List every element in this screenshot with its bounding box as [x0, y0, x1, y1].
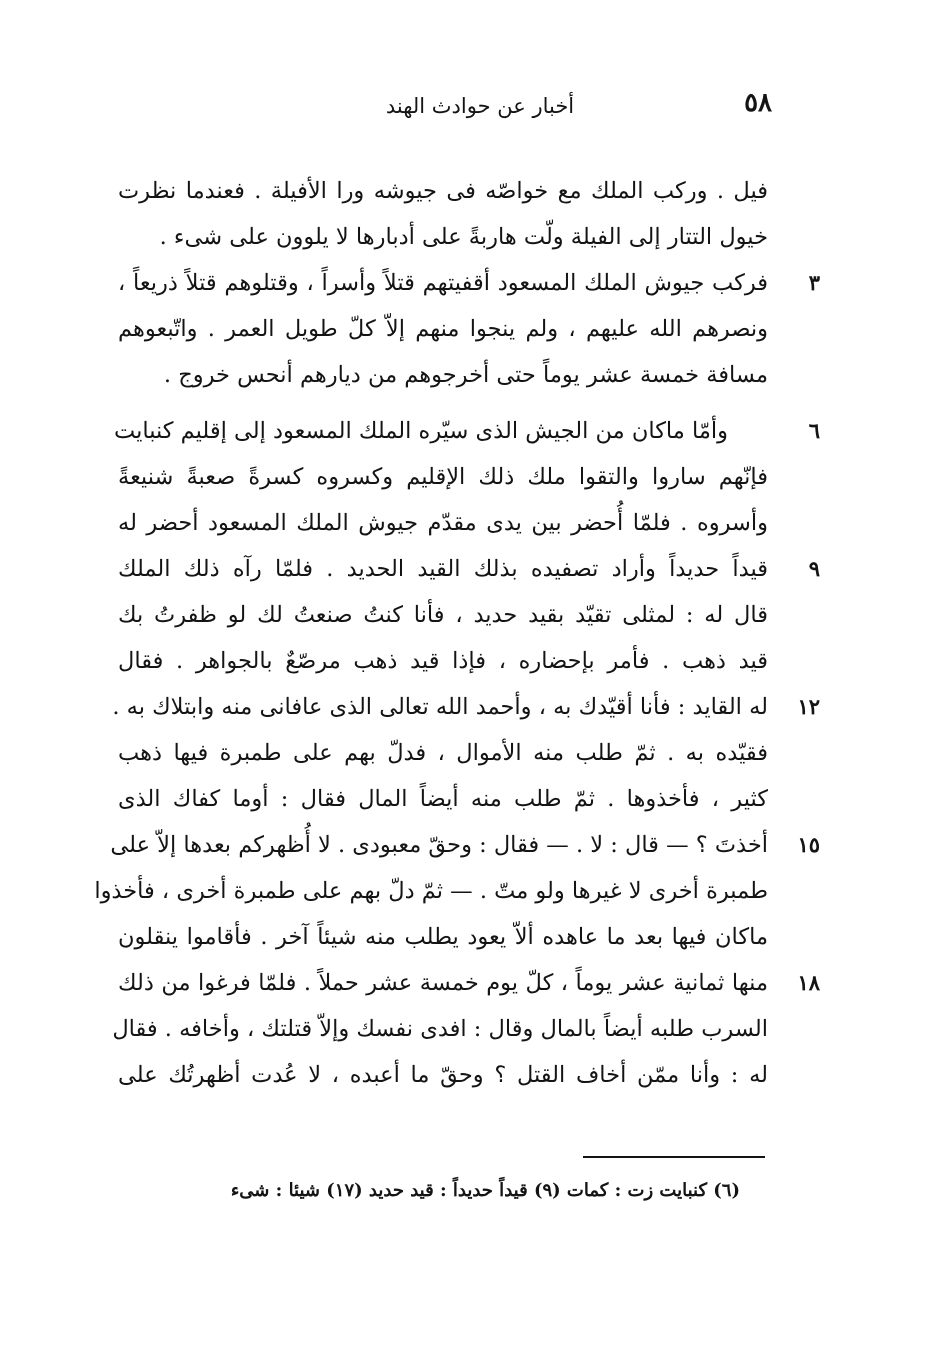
- line-text: له : وأنا ممّن أخاف القتل ؟ وحقّ ما أعبده ، لا عُدت أظهرتُك على: [118, 1062, 768, 1088]
- line-text: قال له : لمثلى تقيّد بقيد حديد ، فأنا كنتُ صنعتُ لك لو ظفرتُ بك: [118, 602, 768, 628]
- line-text: مسافة خمسة عشر يوماً حتى أخرجوهم من ديارهم أنحس خروج .: [163, 362, 768, 388]
- text-line-8: [118, 500, 768, 546]
- line-text: وأسروه . فلمّا أُحضر بين يدى مقدّم جيوش الملك المسعود أحضر له: [118, 510, 768, 536]
- line-text: قيد ذهب . فأمر بإحضاره ، فإذا قيد ذهب مرصّعٌ بالجواهر . فقال: [118, 648, 768, 674]
- text-line-13: [118, 730, 768, 776]
- text-line-19: [112, 1006, 768, 1052]
- line-text: ماكان فيها بعد ما عاهده ألاّ يعود يطلب منه شيئاً آخر . فأقاموا ينقلون: [118, 924, 768, 950]
- line-number: ٦: [808, 418, 820, 443]
- text-line-11: [118, 638, 768, 684]
- line-text: خيول التتار إلى الفيلة ولّت هاربةً على أدبارها لا يلوون على شىء .: [159, 224, 768, 250]
- running-header: [120, 88, 772, 128]
- text-line-6: [114, 408, 820, 454]
- line-text: فإنّهم ساروا والتقوا ملك ذلك الإقليم وكسروه كسرةً صعبةً شنيعةً: [118, 464, 768, 490]
- paragraph-gap: [118, 398, 768, 408]
- footnote: (٦) كنبايت زت : كمات (٩) قيداً حديداً : قيد حديد (١٧) شيئا : شىء: [230, 1180, 740, 1201]
- text-line-7: [118, 454, 768, 500]
- line-text: منها ثمانية عشر يوماً ، كلّ يوم خمسة عشر حملاً . فلمّا فرغوا من ذلك: [118, 970, 768, 996]
- text-line-12: [112, 684, 820, 730]
- line-text: أخذتَ ؟ — قال : لا . — فقال : وحقّ معبودى . لا أُظهركم بعدها إلاّ على: [110, 832, 768, 858]
- text-line-5: [118, 352, 768, 398]
- text-line-20: [118, 1052, 768, 1098]
- text-line-18: [118, 960, 820, 1006]
- line-text: قيداً حديداً وأراد تصفيده بذلك القيد الحديد . فلمّا رآه ذلك الملك: [118, 556, 768, 582]
- text-line-16: [94, 868, 768, 914]
- line-text: فركب جيوش الملك المسعود أقفيتهم قتلاً وأسراً ، وقتلوهم قتلاً ذريعاً ،: [118, 270, 768, 296]
- text-line-15: [110, 822, 820, 868]
- text-line-1: [118, 168, 768, 214]
- text-line-14: [118, 776, 768, 822]
- body-text: [94, 168, 820, 1098]
- text-line-10: [118, 592, 768, 638]
- text-line-4: [118, 306, 768, 352]
- line-text: وأمّا ماكان من الجيش الذى سيّره الملك المسعود إلى إقليم كنبايت: [114, 418, 728, 444]
- line-text: ونصرهم الله عليهم ، ولم ينجوا منهم إلاّ كلّ طويل العمر . واتّبعوهم: [118, 316, 768, 342]
- line-number: ١٨: [797, 970, 820, 995]
- text-line-9: [118, 546, 820, 592]
- text-line-3: [118, 260, 820, 306]
- footnote-divider: [583, 1156, 765, 1158]
- line-text: فقيّده به . ثمّ طلب منه الأموال ، فدلّ بهم على طمبرة فيها ذهب: [118, 740, 768, 766]
- line-number: ٣: [808, 270, 820, 295]
- line-number: ١٥: [797, 832, 820, 857]
- line-number: ١٢: [797, 694, 820, 719]
- line-text: له القايد : فأنا أقيّدك به ، وأحمد الله تعالى الذى عافانى منه وابتلاك به .: [112, 694, 768, 720]
- header-title: أخبار عن حوادث الهند: [385, 94, 575, 118]
- text-line-17: [118, 914, 768, 960]
- line-text: طمبرة أخرى لا غيرها ولو متّ . — ثمّ دلّ بهم على طمبرة أخرى ، فأخذوا: [94, 878, 768, 904]
- line-number: ٩: [808, 556, 820, 581]
- text-line-2: [118, 214, 768, 260]
- page-number: ٥٨: [744, 88, 772, 118]
- line-text: كثير ، فأخذوها . ثمّ طلب منه أيضاً المال فقال : أوما كفاك الذى: [118, 786, 768, 812]
- line-text: فيل . وركب الملك مع خواصّه فى جيوشه ورا الأفيلة . فعندما نظرت: [118, 178, 768, 204]
- line-text: السرب طلبه أيضاً بالمال وقال : افدى نفسك وإلاّ قتلتك ، وأخافه . فقال: [112, 1016, 768, 1042]
